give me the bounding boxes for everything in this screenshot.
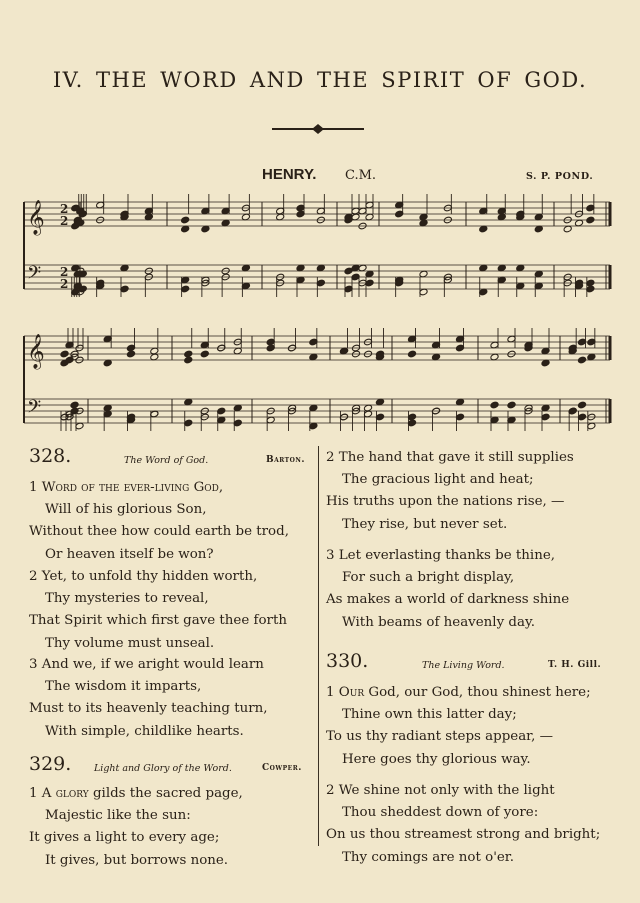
stanza-line: Thy volume must unseal. xyxy=(45,635,215,651)
stanza-line: That Spirit which first gave thee forth xyxy=(29,613,287,629)
stanza-line: Thy comings are not o'er. xyxy=(342,849,514,865)
stanza-328-2b xyxy=(326,447,574,536)
stanza-line: Thine own this latter day; xyxy=(342,707,517,723)
stanza-first-line: gilds the sacred page, xyxy=(88,786,243,801)
stanza-line: Must to its heavenly teaching turn, xyxy=(29,701,268,717)
stanza-lead: 1 W xyxy=(29,480,56,495)
time-signature-numerator: 2 xyxy=(60,202,69,216)
hymn-number-329: 329. xyxy=(29,753,72,775)
time-signature-denominator: 2 xyxy=(60,277,69,291)
stanza-line: With simple, childlike hearts. xyxy=(45,723,244,739)
bass-clef-icon: 𝄢 xyxy=(27,263,42,288)
hymn-author-330: T. H. Gill. xyxy=(548,660,602,670)
note-head xyxy=(60,350,69,358)
note-head xyxy=(490,401,499,409)
time-signature-numerator: 2 xyxy=(60,265,69,279)
note-head xyxy=(586,216,595,224)
stanza-line: On us thou streamest strong and bright; xyxy=(326,827,601,843)
stanza-328-3 xyxy=(29,654,268,743)
treble-clef-icon: 𝄞 xyxy=(27,200,45,235)
stanza-329-1 xyxy=(29,783,243,872)
hymn-subtitle-329: Light and Glory of the Word. xyxy=(94,763,232,774)
stanza-330-2 xyxy=(326,780,600,869)
stanza-line: Or heaven itself be won? xyxy=(45,546,214,562)
stanza-line: The wisdom it imparts, xyxy=(45,679,202,695)
stanza-line: As makes a world of darkness shine xyxy=(326,592,570,608)
note-head xyxy=(127,350,136,358)
tune-meter: C.M. xyxy=(345,168,377,183)
note-head xyxy=(578,356,587,364)
stanza-line: Without thee how could earth be trod, xyxy=(29,524,289,540)
stanza-330-1 xyxy=(326,682,591,771)
tune-composer: S. P. POND. xyxy=(526,171,594,182)
stanza-line: 3 And we, if we aright would learn xyxy=(29,657,264,672)
stanza-line: 2 Yet, to unfold thy hidden worth, xyxy=(29,569,258,584)
hymn-author-329: Cowper. xyxy=(262,763,302,773)
stanza-line: Thou sheddest down of yore: xyxy=(342,805,539,821)
music-score xyxy=(0,0,640,440)
stanza-line: The gracious light and heat; xyxy=(342,472,534,488)
stanza-line: Majestic like the sun: xyxy=(45,808,191,824)
note-head xyxy=(71,222,80,230)
stanza-328-3b xyxy=(326,545,569,634)
stanza-line: 2 The hand that gave it still supplies xyxy=(326,450,574,465)
stanza-line: His truths upon the nations rise, — xyxy=(326,494,565,510)
stanza-first-word: ur xyxy=(349,685,365,700)
section-title: IV. THE WORD AND THE SPIRIT OF GOD. xyxy=(52,68,588,92)
stanza-line: Here goes thy glorious way. xyxy=(342,751,531,767)
stanza-line: With beams of heavenly day. xyxy=(342,614,535,630)
stanza-line: To us thy radiant steps appear, — xyxy=(326,729,554,745)
stanza-line: It gives a light to every age; xyxy=(29,830,220,846)
stanza-first-line: ord of the ever-living God, xyxy=(55,480,224,495)
stanza-line: It gives, but borrows none. xyxy=(45,852,229,868)
stanza-lead: 1 O xyxy=(326,685,350,700)
hymn-subtitle-328: The Word of God. xyxy=(124,455,209,466)
music-system xyxy=(24,194,610,297)
stanza-lead: 1 A xyxy=(29,786,56,801)
note-head xyxy=(181,216,190,224)
music-system xyxy=(24,328,610,431)
note-head xyxy=(408,350,417,358)
stanza-328-1 xyxy=(29,477,289,566)
stanza-first-line: God, our God, thou shinest here; xyxy=(364,685,591,700)
hymn-number-330: 330. xyxy=(326,650,369,672)
note-head xyxy=(200,350,209,358)
stanza-line: 3 Let everlasting thanks be thine, xyxy=(326,548,556,563)
tune-name: HENRY. xyxy=(262,166,317,183)
stanza-328-2 xyxy=(29,566,287,655)
column-divider xyxy=(318,446,319,846)
stanza-line: They rise, but never set. xyxy=(342,516,508,532)
stanza-line: Thy mysteries to reveal, xyxy=(45,591,209,607)
time-signature-denominator: 2 xyxy=(60,214,69,228)
stanza-line: Will of his glorious Son, xyxy=(45,502,207,518)
stanza-first-word: glory xyxy=(55,786,89,801)
stanza-line: For such a bright display, xyxy=(342,570,515,586)
treble-clef-icon: 𝄞 xyxy=(27,334,45,369)
bass-clef-icon: 𝄢 xyxy=(27,397,42,422)
hymn-number-328: 328. xyxy=(29,445,72,467)
hymn-author-328: Barton. xyxy=(266,455,305,465)
note-head xyxy=(578,401,587,409)
note-head xyxy=(507,401,516,409)
note-head xyxy=(184,356,193,364)
stanza-line: 2 We shine not only with the light xyxy=(326,783,555,798)
hymn-subtitle-330: The Living Word. xyxy=(422,660,505,671)
